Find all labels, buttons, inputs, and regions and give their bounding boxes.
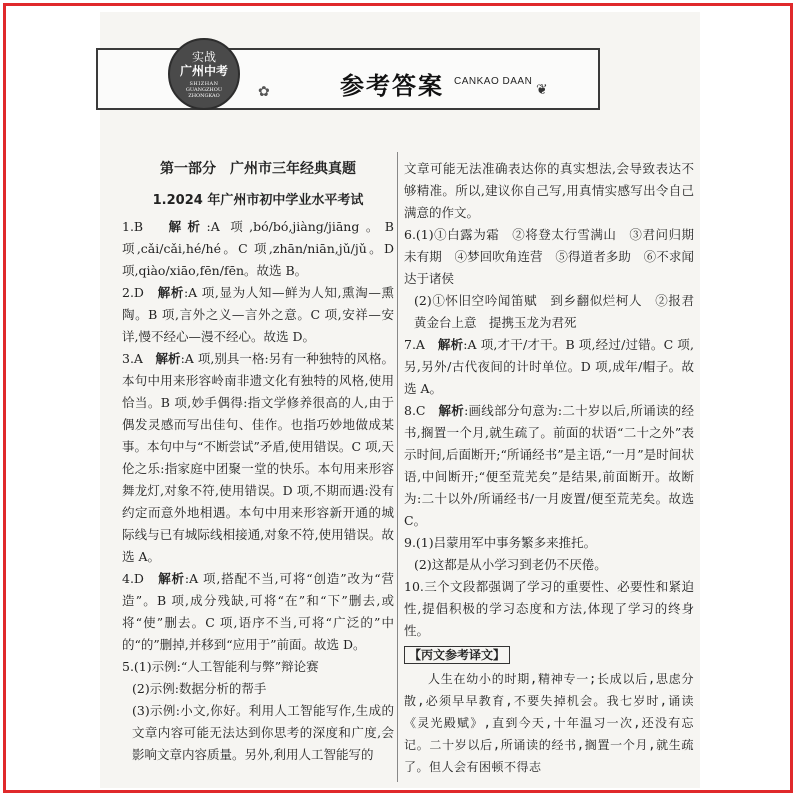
answer-4-label: 解析 xyxy=(158,571,185,586)
answer-5-3: (3)示例:小文,你好。利用人工智能写作,生成的文章内容可能无法达到你思考的深度和广度,会影响文章内容质量。另外,利用人工智能写的 xyxy=(132,703,394,762)
answer-1-label: 解析 xyxy=(168,219,207,234)
answer-7-label: 解析 xyxy=(437,337,464,352)
column-divider xyxy=(397,152,398,782)
series-badge xyxy=(168,38,240,110)
answer-4-text: :A 项,搭配不当,可将“创造”改为“营造”。B 项,成分残缺,可将“在”和“下”删去,或将“使”删去。C 项,语序不当,可将“广泛的”中的“的”删掉,并移到“应用于”前面。故选 D。 xyxy=(122,571,394,652)
answer-6-2: (2)①怀旧空吟闻笛赋 到乡翻似烂柯人 ②报君黄金台上意 提携玉龙为君死 xyxy=(414,293,694,330)
badge-line1: 实战 xyxy=(191,50,216,64)
answer-6-1: 6.(1)①白露为霜 ②将登太行雪满山 ③君问归期未有期 ④梦回吹角连营 ⑤得道者多助 ⑥不求闻达于诸侯 xyxy=(404,227,694,286)
answer-5-2: (2)示例:数据分析的帮手 xyxy=(132,681,267,696)
answer-7-text: :A 项,才干/才干。B 项,经过/过错。C 项,另,另外/古代夜间的计时单位。D 项,成年/帽子。故选 A。 xyxy=(404,337,694,396)
answer-3-label: 解析 xyxy=(155,351,181,366)
translation-tag: 【丙文参考译文】 xyxy=(404,646,510,664)
answer-4 xyxy=(122,568,394,656)
answer-9-2: (2)这都是从小学习到老仍不厌倦。 xyxy=(414,557,607,572)
part-title: 第一部分 广州市三年经典真题 xyxy=(160,161,356,177)
badge-line2: 广州中考 xyxy=(179,64,228,78)
answer-5-continued: 文章可能无法准确表达你的真实想法,会导致表达不够精准。所以,建议你自己写,用真情实感写出令自己满意的作文。 xyxy=(404,161,694,220)
answer-10: 10.三个文段都强调了学习的重要性、必要性和紧迫性,提倡积极的学习态度和方法,体现了学习的终身性。 xyxy=(404,579,694,638)
left-column xyxy=(122,158,394,766)
answer-8-text: :画线部分句意为:二十岁以后,所诵读的经书,搁置一个月,就生疏了。前面的状语“二十之外”表示时间,后面断开;“所诵经书”是主语,“一月”是时间状语,中间断开;“便至荒芜矣”是结果,前面断开。故断为:二十以外/所诵经书/一月废置/便至荒芜矣。故选 C。 xyxy=(404,403,694,528)
answer-2 xyxy=(122,282,394,348)
answer-2-text: :A 项,显为人知—鲜为人知,熏淘—熏陶。B 项,言外之义—言外之意。C 项,安祥—安详,慢不经心—漫不经心。故选 D。 xyxy=(122,285,394,344)
answer-5-1: 5.(1)示例:“人工智能利与弊”辩论赛 xyxy=(122,659,319,674)
badge-line4: GUANGZHOU ZHONGKAO xyxy=(185,87,223,99)
banner-title: 参考答案 xyxy=(340,72,444,100)
badge-line3: SHIZHAN xyxy=(189,81,219,87)
answer-8 xyxy=(404,400,694,532)
answer-1-text: :A 项,bó/bó,jiàng/jiāng。B 项,cǎi/cǎi,hé/hé。C 项,zhān/niān,jǔ/jǔ。D 项,qiào/xiāo,fēn/fēn。故选 B。 xyxy=(122,219,394,278)
answer-3 xyxy=(122,348,394,568)
answer-1 xyxy=(122,216,394,282)
translation-text: 人生在幼小的时期,精神专一;长成以后,思虑分散,必须早早教育,不要失掉机会。我七岁时,诵读《灵光殿赋》,直到今天,十年温习一次,还没有忘记。二十岁以后,所诵读的经书,搁置一个月,就生疏了。但人会有困顿不得志 xyxy=(404,672,694,774)
answer-2-num: 2.D xyxy=(122,285,144,300)
right-column xyxy=(404,158,694,778)
flower-ornament-icon: ✿ xyxy=(258,84,270,100)
answer-8-label: 解析 xyxy=(438,403,465,418)
exam-title: 1.2024 年广州市初中学业水平考试 xyxy=(152,193,364,208)
answer-3-num: 3.A xyxy=(122,351,143,366)
answer-7 xyxy=(404,334,694,400)
answer-7-num: 7.A xyxy=(404,337,425,352)
answer-4-num: 4.D xyxy=(122,571,144,586)
answer-2-label: 解析 xyxy=(157,285,184,300)
answer-9-1: 9.(1)吕蒙用军中事务繁多来推托。 xyxy=(404,535,597,550)
answer-1-num: 1.B xyxy=(122,219,144,234)
butterfly-icon: ❦ xyxy=(536,82,548,98)
answer-3-text: :A 项,别具一格:另有一种独特的风格。本句中用来形容岭南非遗文化有独特的风格,使用恰当。B 项,妙手偶得:指文学修养很高的人,由于偶发灵感而写出佳句、佳作。也指巧妙地做成某事。本句中与“不断尝试”矛盾,使用错误。C 项,天伦之乐:指家庭中团聚一堂的快乐。本句用来形容舞龙灯,对象不符,使用错误。D 项,不期而遇:没有约定而意外地相遇。本句中用来形容新开通的城际线与已有城际线相接通,对象不符,使用错误。故选 A。 xyxy=(122,351,394,564)
answer-8-num: 8.C xyxy=(404,403,426,418)
banner-subtitle: CANKAO DAAN xyxy=(454,76,533,87)
